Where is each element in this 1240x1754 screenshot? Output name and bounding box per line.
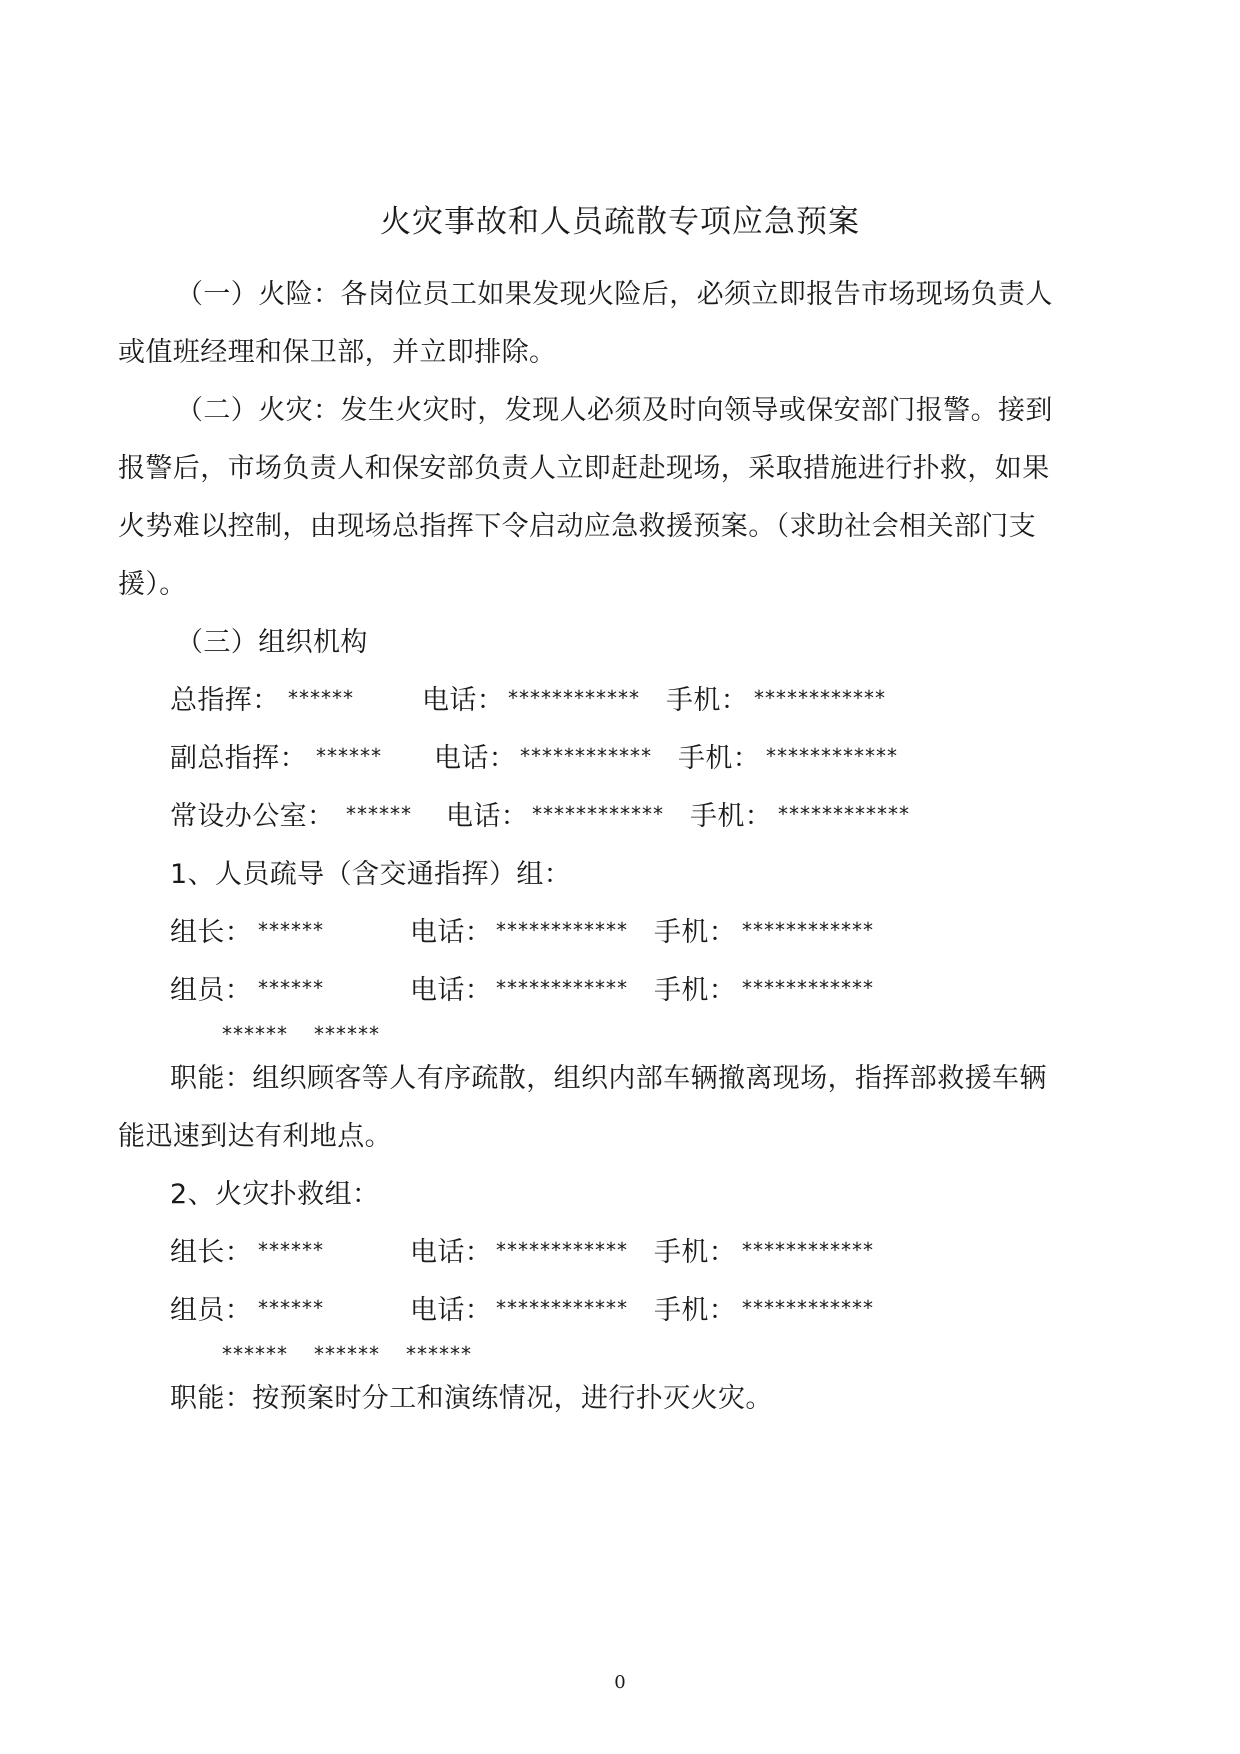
contact-name: ****** bbox=[346, 802, 412, 826]
paragraph-1-line-2: 或值班经理和保卫部，并立即排除。 bbox=[118, 337, 557, 368]
contact-tel-label: 电话： bbox=[434, 743, 517, 774]
paragraph-2-line-3: 火势难以控制，由现场总指挥下令启动应急救援预案。（求助社会相关部门支 bbox=[118, 511, 1037, 542]
contact-role: 常设办公室： bbox=[170, 801, 335, 832]
contact-role: 总指挥： bbox=[170, 685, 280, 716]
contact-name: ****** bbox=[288, 686, 354, 710]
contact-role: 组长： bbox=[170, 1237, 253, 1268]
contact-tel: ************ bbox=[496, 1238, 628, 1262]
contact-role: 组长： bbox=[170, 917, 253, 948]
contact-role: 组员： bbox=[170, 975, 253, 1006]
paragraph-2-line-4: 援）。 bbox=[118, 569, 187, 600]
contact-tel-label: 电话： bbox=[410, 1237, 493, 1268]
contact-name: ****** bbox=[258, 1296, 324, 1320]
contact-mobile-label: 手机： bbox=[690, 801, 773, 832]
contact-mobile-label: 手机： bbox=[654, 1295, 737, 1326]
contact-tel: ************ bbox=[508, 686, 640, 710]
contact-mobile: ************ bbox=[778, 802, 910, 826]
contact-mobile: ************ bbox=[742, 1238, 874, 1262]
member-name: ****** bbox=[314, 1342, 380, 1366]
contact-mobile: ************ bbox=[742, 1296, 874, 1320]
contact-name: ****** bbox=[258, 976, 324, 1000]
paragraph-2-line-2: 报警后，市场负责人和保安部负责人立即赶赴现场，采取措施进行扑救，如果 bbox=[118, 453, 1050, 484]
contact-tel: ************ bbox=[496, 918, 628, 942]
contact-name: ****** bbox=[316, 744, 382, 768]
member-name: ****** bbox=[406, 1342, 472, 1366]
contact-tel-label: 电话： bbox=[446, 801, 529, 832]
paragraph-2-line-1: （二）火灾：发生火灾时，发现人必须及时向领导或保安部门报警。接到 bbox=[176, 395, 1053, 426]
contact-name: ****** bbox=[258, 918, 324, 942]
member-name: ****** bbox=[222, 1022, 288, 1046]
contact-tel-label: 电话： bbox=[410, 975, 493, 1006]
contact-tel-label: 电话： bbox=[422, 685, 505, 716]
contact-role: 副总指挥： bbox=[170, 743, 307, 774]
group-2-heading: 2、火灾扑救组： bbox=[170, 1179, 380, 1210]
group-2-duty: 职能：按预案时分工和演练情况，进行扑灭火灾。 bbox=[170, 1383, 773, 1414]
contact-mobile: ************ bbox=[742, 976, 874, 1000]
contact-tel: ************ bbox=[496, 1296, 628, 1320]
group-1-heading: 1、人员疏导（含交通指挥）组： bbox=[170, 859, 572, 890]
contact-tel: ************ bbox=[496, 976, 628, 1000]
contact-role: 组员： bbox=[170, 1295, 253, 1326]
contact-mobile: ************ bbox=[766, 744, 898, 768]
contact-mobile-label: 手机： bbox=[654, 975, 737, 1006]
document-title: 火灾事故和人员疏散专项应急预案 bbox=[380, 204, 860, 240]
member-name: ****** bbox=[222, 1342, 288, 1366]
paragraph-1-line-1: （一）火险：各岗位员工如果发现火险后，必须立即报告市场现场负责人 bbox=[176, 279, 1053, 310]
contact-tel: ************ bbox=[532, 802, 664, 826]
contact-tel-label: 电话： bbox=[410, 1295, 493, 1326]
page-number: 0 bbox=[614, 1672, 626, 1693]
contact-mobile-label: 手机： bbox=[654, 917, 737, 948]
member-name: ****** bbox=[314, 1022, 380, 1046]
contact-mobile-label: 手机： bbox=[678, 743, 761, 774]
contact-mobile: ************ bbox=[742, 918, 874, 942]
section-3-heading: （三）组织机构 bbox=[176, 627, 368, 658]
contact-tel: ************ bbox=[520, 744, 652, 768]
contact-mobile: ************ bbox=[754, 686, 886, 710]
contact-mobile-label: 手机： bbox=[666, 685, 749, 716]
contact-name: ****** bbox=[258, 1238, 324, 1262]
group-1-duty-line-2: 能迅速到达有利地点。 bbox=[118, 1121, 392, 1152]
group-1-duty-line-1: 职能：组织顾客等人有序疏散，组织内部车辆撤离现场，指挥部救援车辆 bbox=[170, 1063, 1047, 1094]
contact-tel-label: 电话： bbox=[410, 917, 493, 948]
contact-mobile-label: 手机： bbox=[654, 1237, 737, 1268]
